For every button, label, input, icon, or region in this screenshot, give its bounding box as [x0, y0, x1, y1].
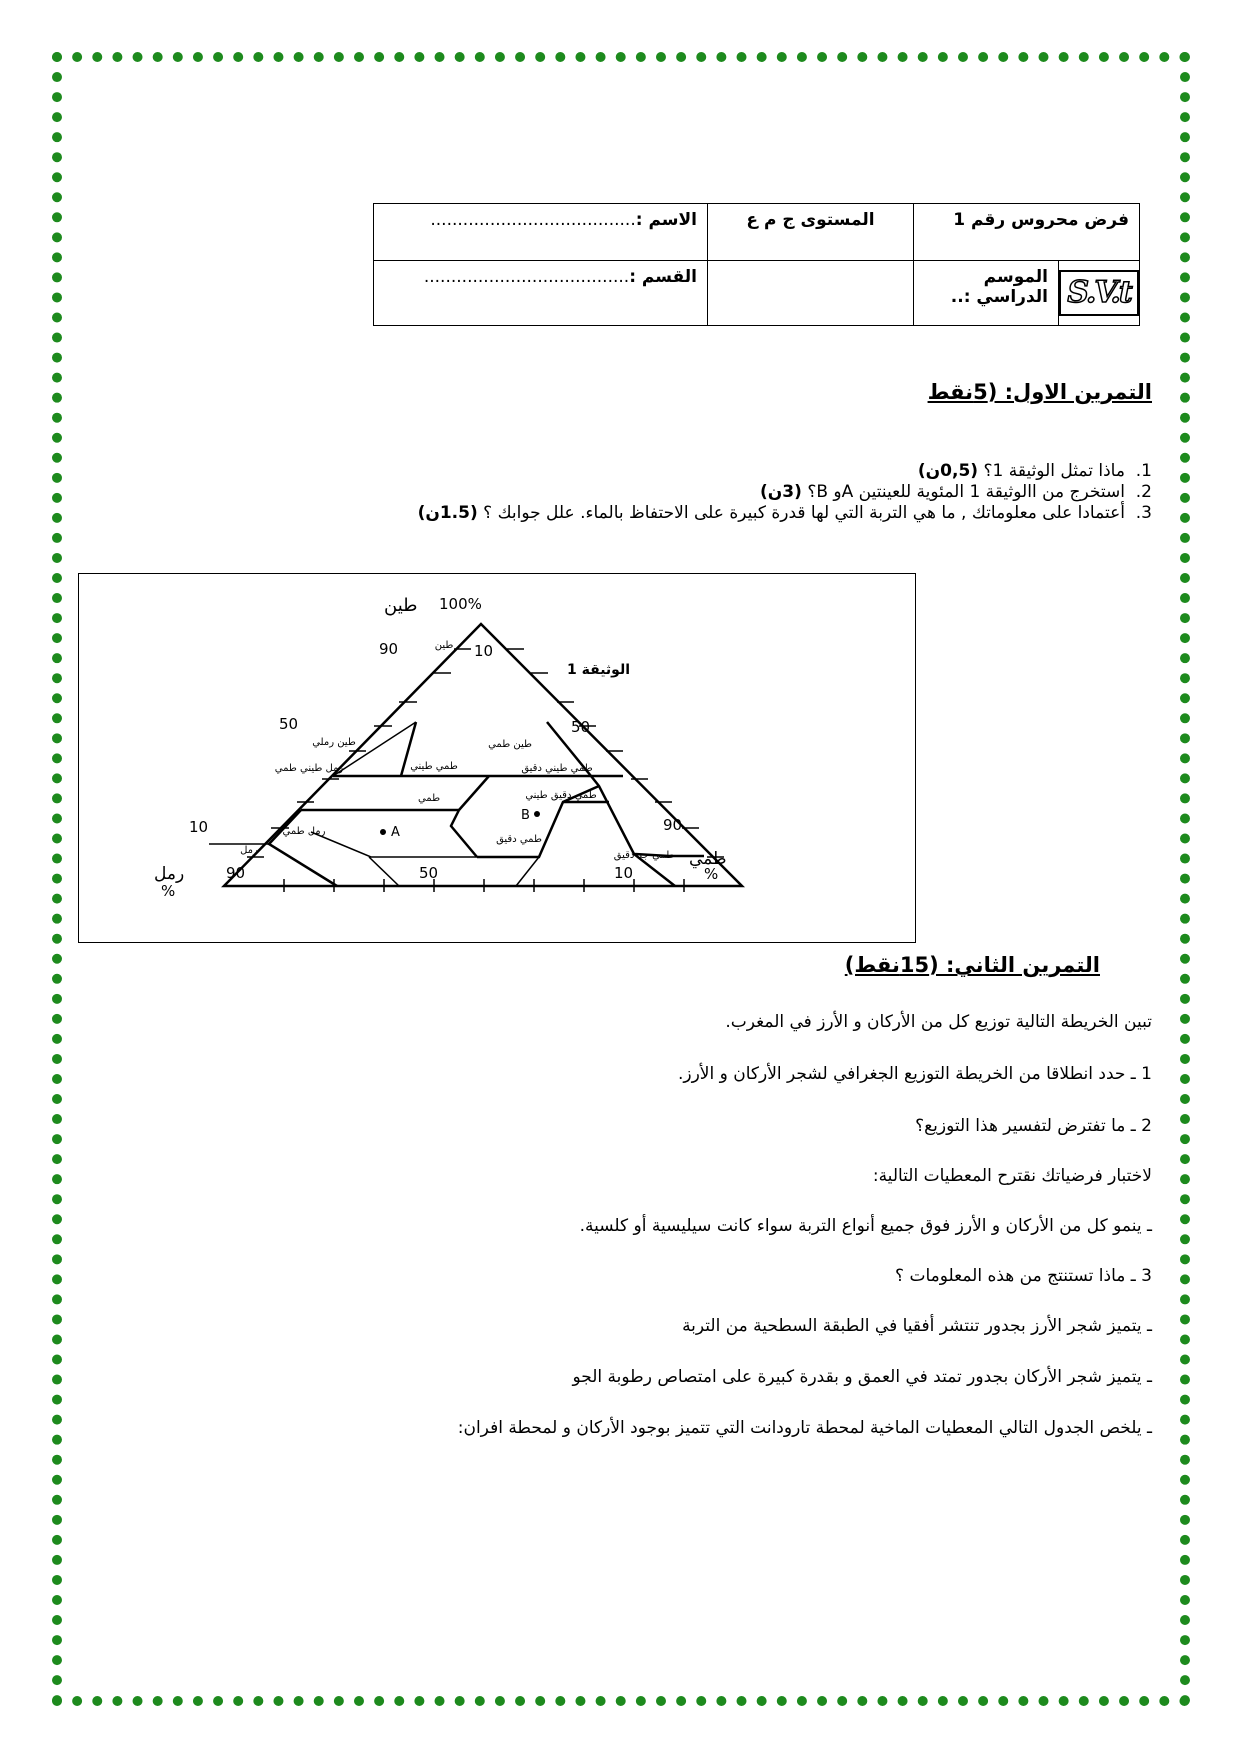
- region-sandy-silt: رمل طمي: [282, 826, 326, 837]
- axis-right-pct: %: [704, 865, 719, 883]
- region-very-fine-silt: طمي جد دقيق: [613, 850, 675, 861]
- tick-left-50: 50: [279, 715, 299, 733]
- tick-right-50: 50: [571, 718, 591, 736]
- ex2-line-1: تبين الخريطة التالية توزيع كل من الأركان و الأرز في المغرب.: [725, 1012, 1152, 1032]
- sample-b-point: [534, 811, 540, 817]
- soil-texture-triangle: [79, 574, 914, 941]
- document-label: الوثيقة 1: [567, 662, 630, 678]
- ex2-line-2: 1 ـ حدد انطلاقا من الخريطة التوزيع الجغرافي لشجر الأركان و الأرز.: [677, 1064, 1152, 1084]
- level-cell: المستوى ج م ع: [708, 204, 914, 261]
- axis-top-pct: 100%: [439, 595, 482, 613]
- ex2-line-3: 2 ـ ما تفترض لتفسير هذا التوزيع؟: [915, 1116, 1152, 1136]
- axis-right-label: طمي: [689, 849, 727, 869]
- ex2-line-5: ـ ينمو كل من الأركان و الأرز فوق جميع أنواع التربة سواء كانت سيليسية أو كلسية.: [579, 1216, 1152, 1236]
- exercise1-title: التمرين الاول: (5نقط: [927, 380, 1152, 404]
- axis-left-label: رمل: [154, 864, 185, 884]
- ex2-line-4: لاختبار فرضياتك نقترح المعطيات التالية:: [872, 1166, 1152, 1186]
- region-fine-silt-clay: طمي دقيق طيني: [525, 790, 597, 801]
- tick-left-10: 10: [189, 818, 209, 836]
- header-table: [373, 203, 1140, 326]
- axis-top-label: طين: [384, 595, 418, 616]
- tick-right-10: 10: [474, 642, 494, 660]
- question-2: 2. استخرج من االوثيقة 1 المئوية للعينتين Aو B؟ (3ن): [760, 482, 1152, 502]
- svt-logo: S.V.t: [1059, 270, 1139, 316]
- tick-right-90: 90: [663, 816, 683, 834]
- region-sandy-clay: طين رملي: [312, 737, 356, 748]
- tick-bottom-50: 50: [419, 864, 439, 882]
- tick-bottom-10: 10: [614, 864, 634, 882]
- region-clay-silt: طمي طيني: [410, 761, 458, 772]
- tick-left-90: 90: [379, 640, 399, 658]
- ex2-line-7: ـ يتميز شجر الأرز بجدور تنتشر أفقيا في الطبقة السطحية من التربة: [682, 1316, 1152, 1336]
- tick-bottom-90: 90: [226, 864, 246, 882]
- region-fine-clay-silt: طمي طيني دقيق: [521, 763, 593, 774]
- region-sandy-clay-silt: رمل طيني طمي: [274, 763, 344, 774]
- soil-triangle-document: [78, 573, 916, 943]
- logo-season-cell: [914, 261, 1140, 326]
- axis-left-pct: %: [161, 882, 176, 900]
- ex2-line-6: 3 ـ ماذا تستنتج من هذه المعلومات ؟: [895, 1266, 1152, 1286]
- question-1: 1. ماذا تمثل الوثيقة 1؟ (0,5ن): [917, 461, 1152, 481]
- region-silt: طمي: [417, 793, 441, 804]
- sample-b-label: B: [521, 808, 530, 823]
- exam-title: فرض محروس رقم 1: [914, 204, 1140, 261]
- name-cell: الاسم :......................................: [374, 204, 708, 261]
- region-fine-silt: طمي دقيق: [496, 834, 542, 845]
- season-label: الموسم الدراسي :..: [950, 267, 1048, 307]
- region-sand: رمل: [240, 845, 258, 856]
- exercise1-questions: [418, 461, 1152, 524]
- class-cell: القسم :......................................: [374, 261, 708, 326]
- ex2-line-9: ـ يلخص الجدول التالي المعطيات الماخية لمحطة تارودانت التي تتميز بوجود الأركان و لمحطة افران:: [457, 1418, 1152, 1438]
- exercise2-title: التمرين الثاني: (15نقط): [844, 953, 1100, 977]
- region-clay: طين: [434, 640, 454, 651]
- sample-a-point: [380, 829, 386, 835]
- region-silty-clay: طين طمي: [488, 739, 532, 750]
- ex2-line-8: ـ يتميز شجر الأركان بجدور تمتد في العمق و بقدرة كبيرة على امتصاص رطوبة الجو: [572, 1367, 1152, 1387]
- sample-a-label: A: [391, 825, 400, 840]
- question-3: 3. أعتمادا على معلوماتك , ما هي التربة التي لها قدرة كبيرة على الاحتفاظ بالماء. علل جوابك ؟ (1.5ن): [417, 503, 1152, 523]
